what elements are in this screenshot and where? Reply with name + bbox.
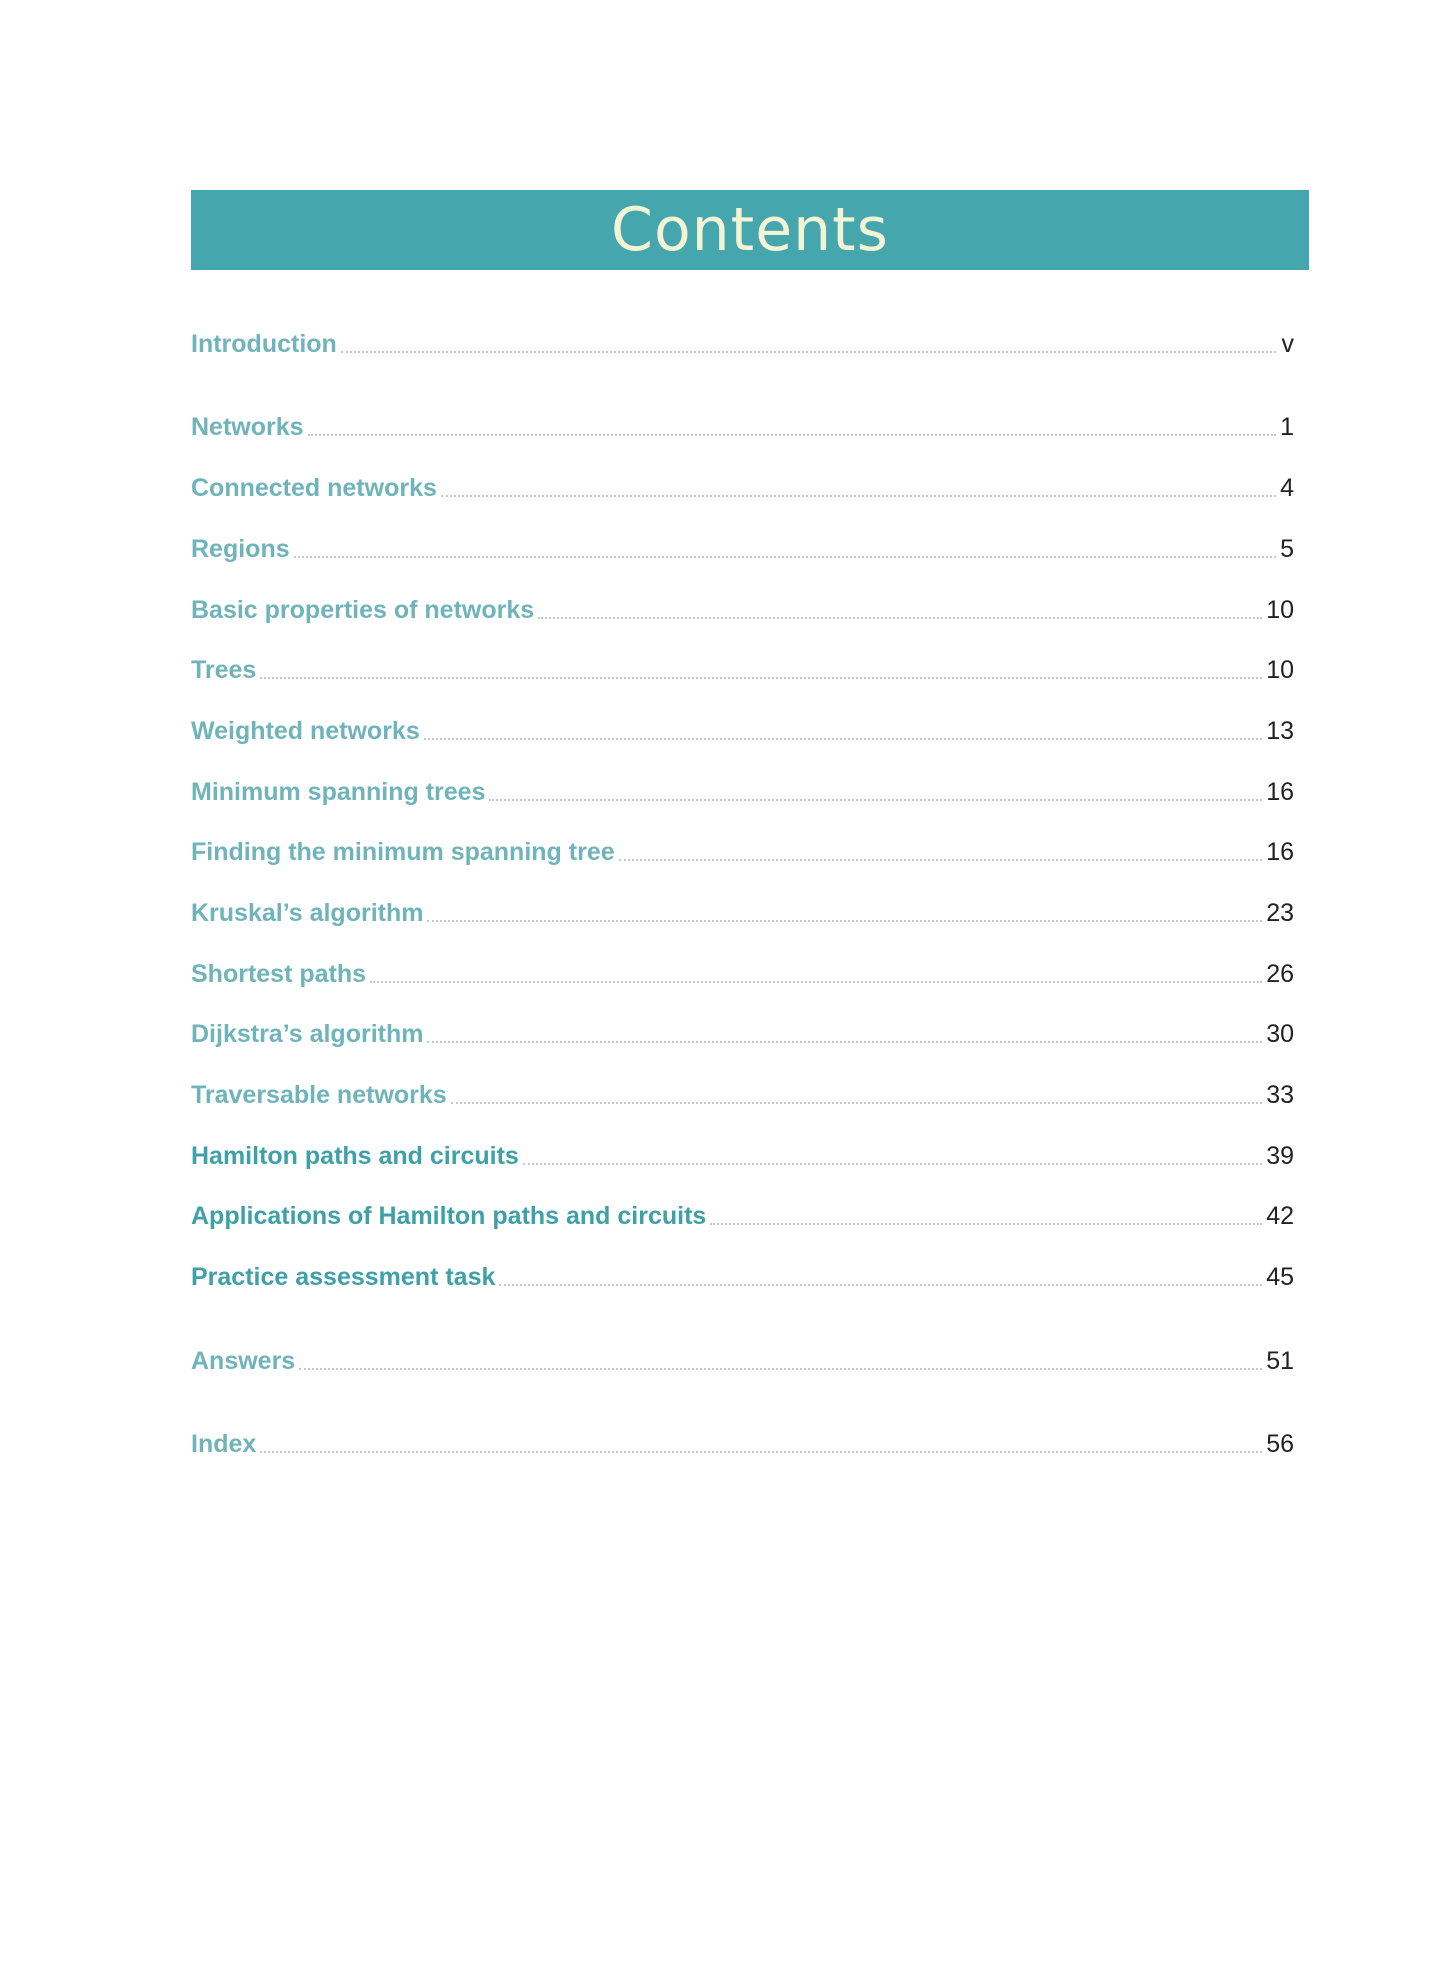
toc-dot-leader [619,859,1263,861]
toc-entry-index[interactable] [191,1420,1294,1460]
toc-entry-title: Hamilton paths and circuits [191,1142,519,1170]
toc-dot-leader [308,434,1276,436]
toc-dot-leader [441,495,1276,497]
toc-entry-trees[interactable] [191,646,1294,686]
toc-entry-page: 42 [1266,1202,1294,1230]
toc-entry-page: 4 [1280,474,1294,502]
toc-entry-page: 56 [1266,1430,1294,1458]
toc-entry-finding-mst[interactable] [191,828,1294,868]
toc-dot-leader [489,799,1262,801]
toc-entry-page: 1 [1280,413,1294,441]
toc-entry-dijkstras-algorithm[interactable] [191,1010,1294,1050]
toc-entry-page: 51 [1266,1347,1294,1375]
toc-entry-kruskals-algorithm[interactable] [191,889,1294,929]
toc-entry-page: 26 [1266,960,1294,988]
toc-dot-leader [260,677,1262,679]
toc-entry-page: 23 [1266,899,1294,927]
toc-dot-leader [427,1041,1262,1043]
toc-entry-page: v [1281,330,1294,358]
toc-entry-page: 30 [1266,1020,1294,1048]
toc-entry-title: Networks [191,413,304,441]
toc-entry-networks[interactable] [191,403,1294,443]
toc-dot-leader [294,556,1276,558]
toc-entry-page: 10 [1266,596,1294,624]
toc-dot-leader [710,1223,1262,1225]
toc-entry-title: Kruskal’s algorithm [191,899,424,927]
toc-entry-title: Traversable networks [191,1081,447,1109]
toc-entry-title: Index [191,1430,257,1458]
toc-entry-hamilton-paths[interactable] [191,1132,1294,1172]
toc-entry-title: Shortest paths [191,960,367,988]
toc-entry-title: Basic properties of networks [191,596,535,624]
toc-dot-leader [451,1102,1262,1104]
toc-entry-answers[interactable] [191,1337,1294,1377]
toc-entry-weighted-networks[interactable] [191,707,1294,747]
toc-dot-leader [499,1284,1262,1286]
toc-entry-title: Answers [191,1347,296,1375]
toc-entry-traversable-networks[interactable] [191,1071,1294,1111]
toc-dot-leader [341,351,1276,353]
toc-entry-introduction[interactable] [191,320,1294,360]
toc-dot-leader [370,981,1262,983]
toc-entry-connected-networks[interactable] [191,464,1294,504]
toc-entry-title: Applications of Hamilton paths and circuits [191,1202,707,1230]
toc-entry-page: 45 [1266,1263,1294,1291]
contents-header-bar [191,190,1309,270]
toc-dot-leader [538,617,1262,619]
toc-entry-page: 39 [1266,1142,1294,1170]
toc-entry-title: Finding the minimum spanning tree [191,838,615,866]
toc-entry-title: Practice assessment task [191,1263,496,1291]
toc-entry-regions[interactable] [191,525,1294,565]
toc-entry-title: Introduction [191,330,337,358]
toc-dot-leader [427,920,1262,922]
toc-entry-title: Trees [191,656,257,684]
toc-entry-title: Connected networks [191,474,437,502]
toc-entry-page: 16 [1266,838,1294,866]
toc-dot-leader [424,738,1262,740]
toc-entry-page: 16 [1266,778,1294,806]
toc-dot-leader [260,1451,1262,1453]
toc-entry-title: Minimum spanning trees [191,778,486,806]
toc-dot-leader [523,1163,1262,1165]
toc-entry-practice-assessment[interactable] [191,1253,1294,1293]
toc-entry-page: 13 [1266,717,1294,745]
toc-entry-basic-properties[interactable] [191,586,1294,626]
toc-entry-applications-hamilton[interactable] [191,1192,1294,1232]
toc-entry-title: Regions [191,535,290,563]
toc-entry-minimum-spanning-trees[interactable] [191,768,1294,808]
toc-entry-page: 10 [1266,656,1294,684]
page-title: Contents [611,195,889,265]
toc-dot-leader [299,1368,1262,1370]
toc-entry-title: Dijkstra’s algorithm [191,1020,424,1048]
toc-entry-page: 33 [1266,1081,1294,1109]
toc-entry-page: 5 [1280,535,1294,563]
toc-entry-shortest-paths[interactable] [191,950,1294,990]
toc-entry-title: Weighted networks [191,717,420,745]
